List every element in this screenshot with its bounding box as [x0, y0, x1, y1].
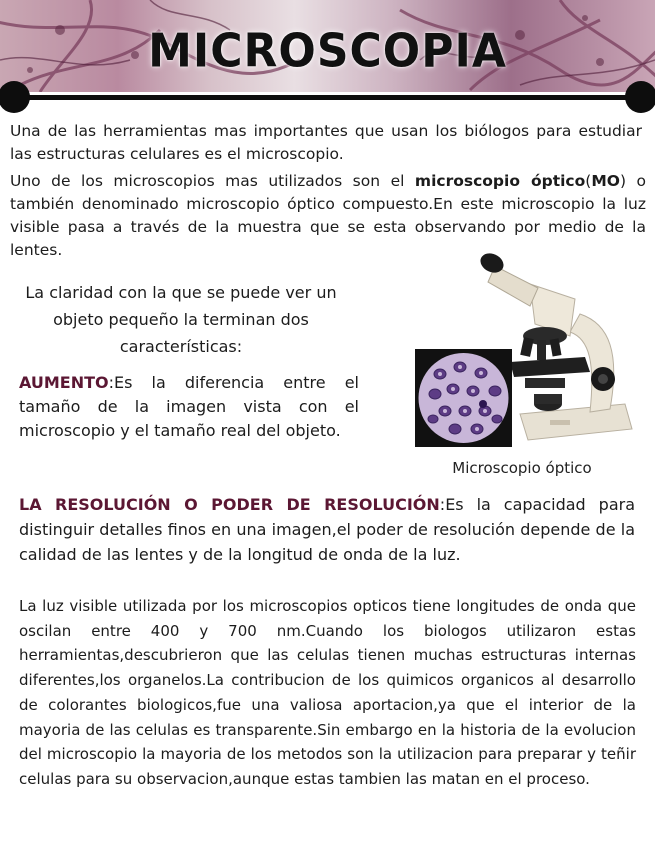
resolucion-definition: :Es la capacidad para distinguir detalles finos en una imagen,el poder de resolución depende de la calidad de las lentes y de la longitud de onda de la luz. [19, 495, 636, 564]
divider-left-dot [0, 81, 30, 113]
mo-abbreviation: MO [591, 172, 620, 190]
divider-right-dot [625, 81, 655, 113]
header-banner [0, 0, 655, 92]
blood-cells-micrograph [415, 349, 512, 447]
mo-text-before: Uno de los microscopios mas utilizados son el [10, 172, 415, 190]
aumento-definition: :Es la diferencia entre el tamaño de la imagen vista con el microscopio y el tamaño real del objeto. [19, 373, 359, 440]
resolucion-term: LA RESOLUCIÓN O PODER DE RESOLUCIÓN [19, 495, 440, 514]
figure-caption: Microscopio óptico [452, 459, 592, 477]
mo-bold-term: microscopio óptico [414, 172, 586, 190]
page-title: MICROSCOPIA [148, 24, 507, 79]
aumento-paragraph [19, 371, 359, 443]
mo-paren: ( [585, 172, 592, 190]
luz-paragraph: La luz visible utilizada por los microscopios opticos tiene longitudes de onda que oscilan entre 400 y 700 nm.Cuando los biologos utilizaron estas herramientas,descubrieron que las celulas tienen muchas estructuras internas diferentes,los organelos.La contribucion de los quimicos organicos al desarrollo de colorantes biologicos,fue una valiosa aportacion,ya que el interior de la mayoria de las celulas es transparente.Sin embargo en la historia de la evolucion del microscopio la mayoria de los metodos son la utilizacion para preparar y teñir celulas para su observacion,aunque estas tambien las matan en el proceso. [19, 597, 636, 788]
aumento-term: AUMENTO [19, 373, 109, 392]
title-divider [12, 95, 643, 100]
intro-paragraph: Una de las herramientas mas importantes que usan los biólogos para estudiar las estructuras celulares es el microscopio. [10, 122, 642, 163]
resolucion-paragraph [19, 492, 635, 567]
mo-text-after: ) o también denominado microscopio óptico compuesto.En este microscopio la luz visible pasa a través de la muestra que se esta observando por medio de la lentes. [10, 172, 646, 259]
claridad-paragraph: La claridad con la que se puede ver un objeto pequeño la terminan dos características: [25, 283, 337, 356]
